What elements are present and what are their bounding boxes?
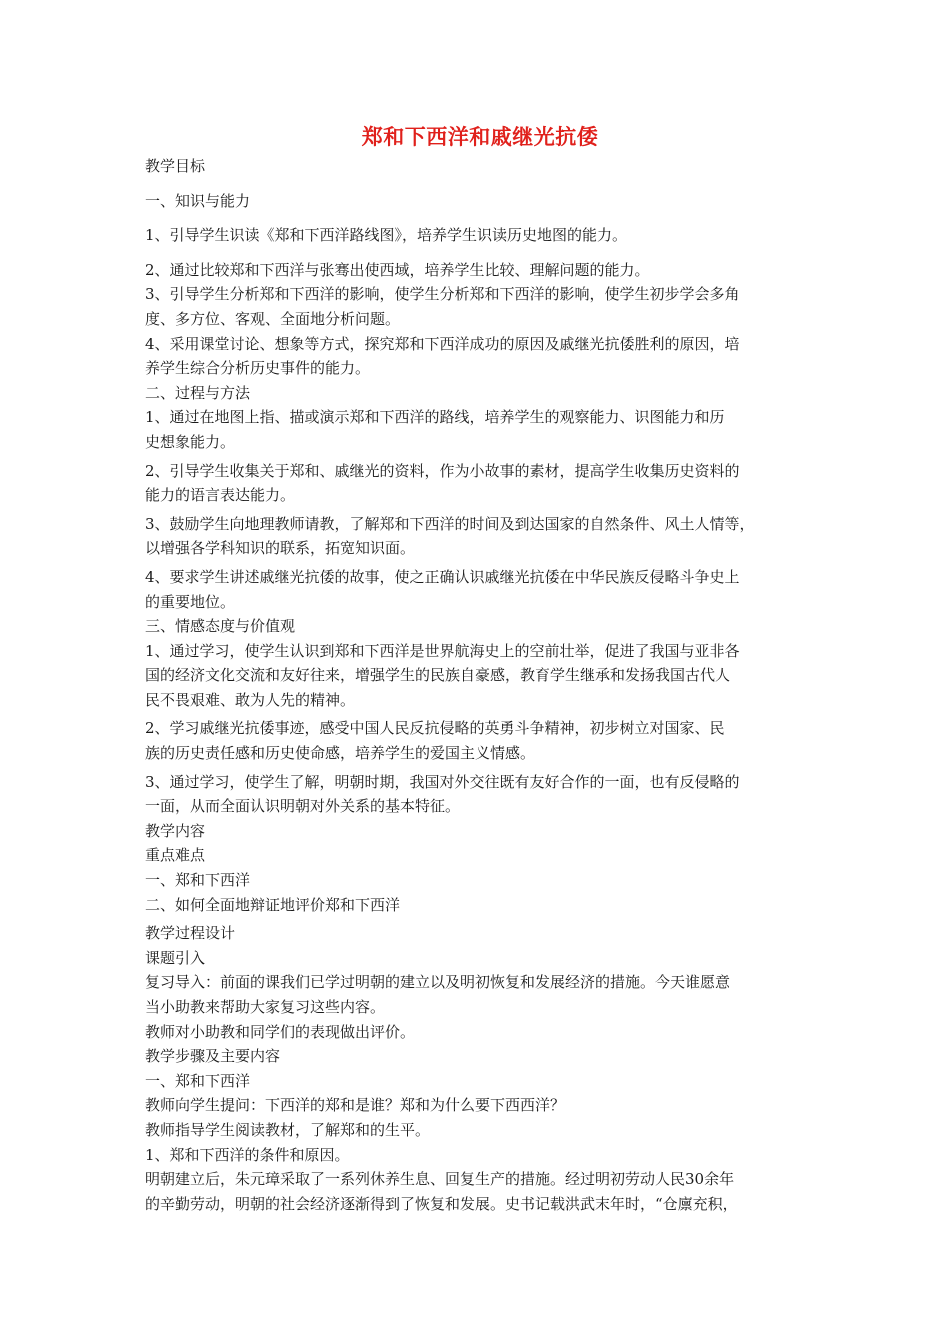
- text-line: 教师向学生提问：下西洋的郑和是谁？郑和为什么要下西西洋？: [145, 1096, 566, 1115]
- section-heading: 教学内容: [145, 821, 206, 840]
- text-line: 二、如何全面地辩证地评价郑和下西洋: [145, 895, 401, 914]
- section-heading: 教学目标: [145, 157, 206, 175]
- text-line: 国的经济文化交流和友好往来，增强学生的民族自豪感，教育学生继承和发扬我国古代人: [145, 666, 731, 685]
- section-heading: 重点难点: [145, 846, 206, 865]
- text-line: 复习导入：前面的课我们已学过明朝的建立以及明初恢复和发展经济的措施。今天谁愿意: [145, 973, 731, 992]
- subsection-heading: 二、过程与方法: [145, 383, 251, 402]
- text-line: 教师指导学生阅读教材，了解郑和的生平。: [145, 1120, 431, 1139]
- document-page: [145, 122, 815, 1216]
- text-line: 当小助教来帮助大家复习这些内容。: [145, 998, 386, 1016]
- text-line: 4、采用课堂讨论、想象等方式，探究郑和下西洋成功的原因及戚继光抗倭胜利的原因，培: [145, 334, 740, 353]
- document-title: 郑和下西洋和戚继光抗倭: [361, 125, 599, 149]
- text-line: 度、多方位、客观、全面地分析问题。: [145, 309, 401, 328]
- text-line: 养学生综合分析历史事件的能力。: [145, 359, 371, 378]
- subsection-heading: 三、情感态度与价值观: [145, 617, 296, 636]
- text-line: 史想象能力。: [145, 432, 236, 451]
- text-line: 以增强各学科知识的联系，拓宽知识面。: [145, 539, 416, 558]
- section-heading: 教学过程设计: [145, 924, 236, 943]
- text-line: 3、鼓励学生向地理教师请教，了解郑和下西洋的时间及到达国家的自然条件、风土人情等，: [145, 514, 755, 533]
- text-line: 明朝建立后，朱元璋采取了一系列休养生息、回复生产的措施。经过明初劳动人民30余年: [145, 1170, 735, 1189]
- text-line: 一、郑和下西洋: [145, 871, 251, 890]
- text-line: 一面，从而全面认识明朝对外关系的基本特征。: [145, 797, 461, 816]
- text-line: 民不畏艰难、敢为人先的精神。: [145, 690, 356, 709]
- text-line: 能力的语言表达能力。: [145, 486, 296, 505]
- text-line: 教师对小助教和同学们的表现做出评价。: [145, 1022, 416, 1041]
- text-line: 1、引导学生识读《郑和下西洋路线图》，培养学生识读历史地图的能力。: [145, 226, 628, 245]
- section-heading: 课题引入: [145, 948, 206, 967]
- text-line: 的重要地位。: [145, 592, 236, 611]
- text-line: 1、通过在地图上指、描或演示郑和下西洋的路线，培养学生的观察能力、识图能力和历: [145, 408, 725, 427]
- text-line: 4、要求学生讲述戚继光抗倭的故事，使之正确认识戚继光抗倭在中华民族反侵略斗争史上: [145, 567, 740, 586]
- text-line: 3、通过学习，使学生了解，明朝时期，我国对外交往既有友好合作的一面，也有反侵略的: [145, 772, 740, 791]
- text-line: 1、郑和下西洋的条件和原因。: [145, 1145, 350, 1164]
- text-line: 族的历史责任感和历史使命感，培养学生的爱国主义情感。: [145, 744, 536, 763]
- text-line: 2、学习戚继光抗倭事迹，感受中国人民反抗侵略的英勇斗争精神，初步树立对国家、民: [145, 719, 725, 738]
- section-heading: 教学步骤及主要内容: [145, 1047, 281, 1066]
- text-line: 3、引导学生分析郑和下西洋的影响，使学生分析郑和下西洋的影响，使学生初步学会多角: [145, 285, 740, 304]
- text-line: 2、通过比较郑和下西洋与张骞出使西域，培养学生比较、理解问题的能力。: [145, 260, 650, 279]
- subsection-heading: 一、知识与能力: [145, 191, 251, 210]
- text-line: 1、通过学习，使学生认识到郑和下西洋是世界航海史上的空前壮举，促进了我国与亚非各: [145, 641, 740, 660]
- text-line: 的辛勤劳动，明朝的社会经济逐渐得到了恢复和发展。史书记载洪武末年时，“仓廪充积，: [145, 1194, 738, 1213]
- text-line: 一、郑和下西洋: [145, 1071, 251, 1090]
- text-line: 2、引导学生收集关于郑和、戚继光的资料，作为小故事的素材，提高学生收集历史资料的: [145, 461, 740, 480]
